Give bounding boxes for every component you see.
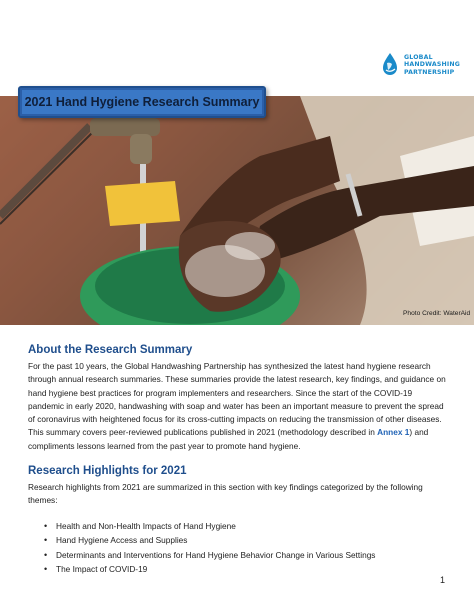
list-item: • Health and Non-Health Impacts of Hand Hygiene	[44, 519, 375, 533]
about-text-before-link: For the past 10 years, the Global Handwashing Partnership has synthesized the latest hand hygiene research through annual research summaries. These summaries provide the latest research, key findings, and guidance on hand hygiene best practices for program implementers and researchers. Since the start of the COVID-19 pandemic in early 2020, handwashing with soap and water has been an important measure to prevent the spread of coronavirus with heightened focus for its cross-cutting impacts on reducing the transmission of other diseases. This summary covers peer-reviewed publications published in 2021 (methodology described in	[28, 361, 446, 438]
hand-drop-icon	[380, 52, 400, 78]
about-heading: About the Research Summary	[28, 344, 193, 356]
page-number: 1	[440, 575, 446, 585]
about-paragraph	[28, 360, 450, 453]
logo-line: HANDWASHING	[404, 61, 461, 69]
list-item: • Hand Hygiene Access and Supplies	[44, 533, 375, 547]
photo-credit: Photo Credit: WaterAid	[403, 310, 471, 317]
ghp-logo	[380, 52, 460, 78]
document-title-box	[18, 86, 266, 118]
handwashing-illustration	[0, 96, 474, 325]
about-text-after-link: ) and compliments lessons learned from the past year to promote hand hygiene.	[28, 427, 429, 451]
highlights-heading: Research Highlights for 2021	[28, 465, 187, 477]
logo-text	[404, 54, 460, 76]
document-title: 2021 Hand Hygiene Research Summary	[24, 95, 260, 109]
themes-list	[44, 519, 375, 576]
list-item: • Determinants and Interventions for Hand Hygiene Behavior Change in Various Settings	[44, 548, 375, 562]
hero-photo	[0, 96, 474, 325]
annex-link[interactable]: Annex 1	[377, 427, 410, 438]
highlights-intro: Research highlights from 2021 are summarized in this section with key findings categorized by the following themes:	[28, 482, 423, 506]
logo-line: PARTNERSHIP	[404, 68, 455, 76]
list-item: • The Impact of COVID-19	[44, 562, 375, 576]
logo-line: GLOBAL	[404, 53, 433, 61]
